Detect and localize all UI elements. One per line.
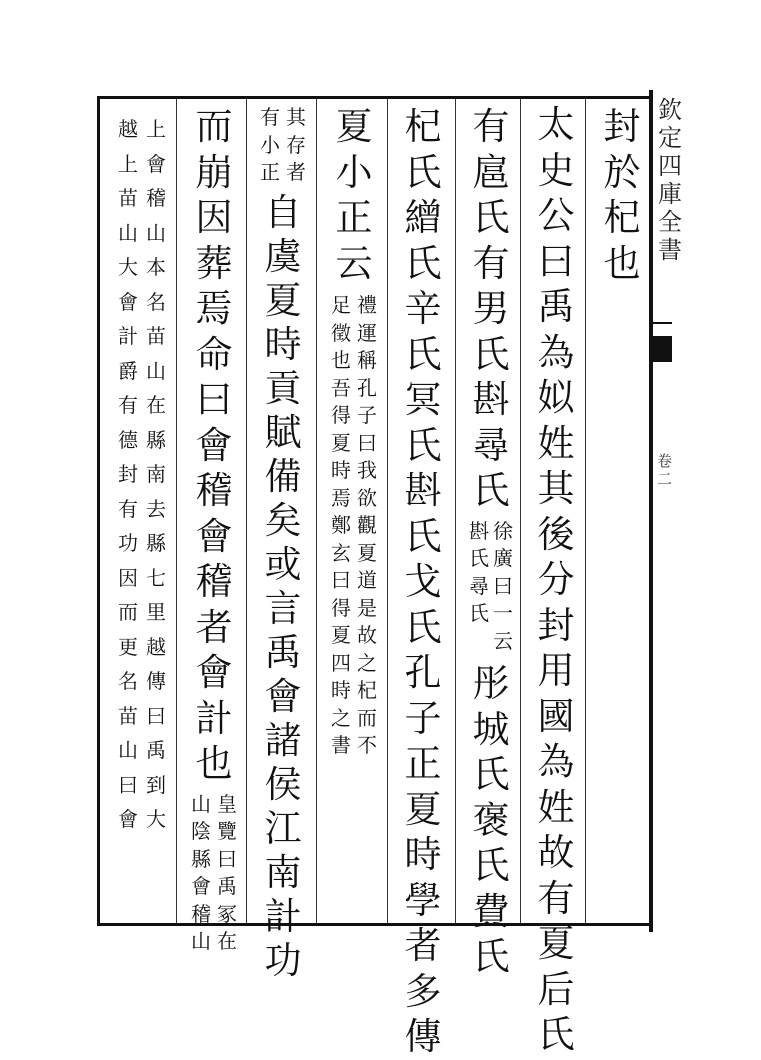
glyph: 氏 [472,332,510,376]
glyph: 會 [195,514,233,558]
glyph: 曰 [357,430,377,455]
glyph: 去 [146,496,166,521]
glyph: 冥 [404,378,442,421]
glyph: 全 [658,208,682,236]
annotation-block [260,104,306,187]
glyph: 曰 [493,573,513,598]
glyph: 縣 [146,531,166,555]
glyph: 禹 [537,285,575,328]
glyph: 時 [264,322,302,366]
glyph: 也 [603,241,641,285]
glyph: 其 [286,105,306,129]
glyph: 有 [537,876,575,920]
glyph: 戈 [404,560,442,603]
glyph: 山 [146,358,166,383]
glyph: 諸 [264,718,302,762]
glyph: 者 [286,160,306,184]
glyph: 后 [537,967,575,1011]
glyph: 在 [146,393,166,417]
glyph: 名 [118,669,138,693]
glyph: 徐 [493,518,513,543]
glyph: 男 [472,287,510,330]
glyph: 褒 [472,798,510,842]
glyph: 爵 [118,358,138,383]
glyph: 有 [260,105,280,129]
glyph: 縣 [191,846,211,871]
glyph: 小 [260,132,280,157]
glyph: 故 [357,623,377,647]
glyph: 斟 [404,469,442,512]
column-rule [387,99,388,923]
glyph: 崩 [195,150,233,194]
glyph: 氏 [404,514,442,558]
glyph: 曰 [118,772,138,797]
glyph: 山 [118,220,138,245]
annotation-block [118,112,166,837]
glyph: 有 [118,393,138,417]
glyph: 曰 [146,703,166,728]
glyph: 而 [357,705,377,730]
glyph: 云 [493,628,513,653]
glyph: 曰 [537,239,575,283]
margin-book-title [655,96,685,264]
glyph: 有 [472,105,510,148]
glyph: 封 [537,603,575,647]
glyph: 言 [264,586,302,630]
main-text [460,104,522,514]
glyph: 足 [331,293,351,317]
glyph: 故 [537,831,575,874]
glyph: 氏 [537,1013,575,1056]
glyph: 夏 [404,787,442,831]
glyph: 有 [472,241,510,285]
glyph: 姓 [537,421,575,465]
main-text [196,104,233,787]
annotation-line [217,791,237,956]
glyph: 禹 [264,630,302,674]
column-rule [455,99,456,923]
fishtail-mark [652,336,672,362]
glyph: 上 [146,117,166,141]
glyph: 子 [404,696,442,740]
glyph: 矣 [264,498,302,542]
glyph: 姓 [537,785,575,829]
glyph: 公 [537,194,575,237]
glyph: 禹 [217,874,237,898]
glyph: 後 [537,512,575,556]
glyph: 曰 [195,378,233,421]
glyph: 在 [217,929,237,953]
glyph: 運 [357,320,377,345]
annotation-line [286,104,306,187]
glyph: 尋 [472,423,510,467]
glyph: 氏 [472,935,510,978]
glyph: 道 [357,568,377,592]
text-column-2 [528,102,584,1058]
annotation-line [191,791,211,956]
glyph: 之 [331,705,351,730]
glyph: 四 [331,650,351,675]
glyph: 功 [264,938,302,982]
glyph: 稽 [195,560,233,603]
glyph: 玄 [331,540,351,565]
glyph: 太 [537,103,575,146]
main-text [460,661,522,980]
glyph: 計 [195,696,233,740]
glyph: 氏 [469,601,489,625]
glyph: 江 [264,806,302,850]
column-rule [176,99,177,923]
glyph: 焉 [331,485,351,510]
glyph: 而 [118,600,138,624]
glyph: 不 [357,733,377,757]
glyph: 苗 [118,186,138,210]
glyph: 姒 [537,376,575,419]
glyph: 傳 [146,669,166,693]
glyph: 夏 [264,278,302,322]
glyph: 氏 [404,423,442,467]
glyph: 一 [493,601,513,625]
glyph: 其 [537,467,575,510]
glyph: 計 [118,324,138,348]
text-column-3 [460,104,522,980]
glyph: 越 [146,634,166,659]
glyph: 氏 [472,196,510,239]
glyph: 命 [195,332,233,376]
glyph: 或 [264,542,302,586]
glyph: 會 [118,807,138,831]
glyph: 扈 [472,150,510,194]
glyph: 因 [195,196,233,239]
glyph: 氏 [404,605,442,649]
glyph: 南 [146,462,166,486]
glyph: 彤 [472,662,510,705]
glyph: 正 [404,742,442,785]
glyph: 里 [146,600,166,624]
glyph: 學 [404,878,442,922]
glyph: 分 [537,558,575,601]
glyph: 夏 [331,430,351,455]
glyph: 孔 [357,375,377,400]
text-column-4 [393,104,453,1060]
glyph: 縣 [146,427,166,452]
glyph: 書 [658,236,682,264]
glyph: 之 [357,650,377,675]
glyph: 夏 [357,540,377,565]
glyph: 氏 [404,241,442,285]
glyph: 苗 [146,324,166,348]
glyph: 因 [118,565,138,590]
glyph: 書 [331,733,351,757]
glyph: 大 [146,807,166,831]
glyph: 而 [195,105,233,148]
glyph: 大 [118,255,138,279]
glyph: 皇 [217,791,237,816]
glyph: 為 [537,330,575,374]
glyph: 夏 [537,922,575,965]
glyph: 得 [331,403,351,427]
glyph: 正 [260,160,280,184]
glyph: 辛 [404,287,442,330]
glyph: 焉 [195,287,233,330]
main-text [265,191,302,983]
annotation-line [357,292,377,760]
glyph: 廣 [493,546,513,570]
glyph: 會 [195,423,233,467]
glyph: 德 [118,427,138,452]
annotation-block [331,292,377,760]
glyph: 七 [146,565,166,590]
glyph: 者 [404,924,442,967]
glyph: 會 [191,874,211,898]
annotation-line [331,292,351,760]
glyph: 杞 [357,678,377,702]
glyph: 斟 [469,518,489,543]
glyph: 苗 [118,703,138,728]
glyph: 於 [603,150,641,194]
margin-volume [657,452,672,488]
glyph: 曰 [331,568,351,592]
glyph: 也 [331,348,351,372]
glyph: 徵 [331,320,351,345]
glyph: 氏 [472,844,510,887]
glyph: 國 [537,694,575,738]
glyph: 是 [357,595,377,620]
glyph: 庫 [658,180,682,208]
glyph: 會 [195,651,233,694]
column-rule [246,99,247,923]
glyph: 稱 [357,348,377,372]
glyph: 功 [118,531,138,555]
glyph: 稽 [191,901,211,926]
glyph: 計 [264,894,302,938]
glyph: 得 [331,595,351,620]
glyph: 會 [118,289,138,314]
glyph: 夏 [335,105,373,148]
annotation-line [260,104,280,187]
glyph: 曰 [217,846,237,871]
glyph: 稽 [195,469,233,512]
glyph: 時 [331,678,351,702]
glyph: 欽 [658,96,682,124]
glyph: 小 [335,150,373,194]
glyph: 有 [118,496,138,521]
glyph: 上 [118,151,138,176]
text-column-5 [322,104,386,760]
glyph: 山 [118,738,138,762]
glyph: 山 [191,791,211,816]
glyph: 氏 [404,150,442,194]
glyph: 覽 [217,819,237,843]
glyph: 氏 [404,332,442,376]
annotation-line [118,112,138,837]
glyph: 尋 [469,573,489,598]
glyph: 為 [537,740,575,783]
glyph: 貢 [264,366,302,410]
glyph: 定 [658,124,682,152]
glyph: 欲 [357,485,377,510]
glyph: 四 [658,152,682,180]
annotation-line [469,518,489,656]
glyph: 冢 [217,901,237,926]
text-column-1 [594,104,650,286]
glyph: 我 [357,458,377,482]
text-column-8 [108,112,176,837]
glyph: 費 [472,889,510,933]
glyph: 也 [195,742,233,785]
glyph: 杞 [404,105,442,148]
glyph: 繒 [404,196,442,239]
glyph: 陰 [191,819,211,843]
glyph: 禮 [357,293,377,317]
glyph: 二 [657,470,673,488]
glyph: 會 [146,151,166,176]
glyph: 時 [404,833,442,876]
glyph: 子 [357,403,377,427]
glyph: 禹 [146,738,166,762]
glyph: 杞 [603,196,641,239]
glyph: 越 [118,117,138,141]
glyph: 存 [286,132,306,157]
glyph: 吾 [331,375,351,400]
glyph: 山 [191,929,211,953]
main-text [336,104,373,286]
glyph: 會 [264,674,302,718]
margin-rule [652,322,672,324]
glyph: 傳 [404,1015,442,1058]
glyph: 本 [146,255,166,279]
glyph: 多 [404,969,442,1013]
glyph: 史 [537,148,575,192]
glyph: 者 [195,605,233,649]
glyph: 更 [118,634,138,659]
glyph: 名 [146,289,166,314]
glyph: 封 [603,105,641,148]
glyph: 封 [118,462,138,486]
glyph: 時 [331,458,351,482]
glyph: 城 [472,707,510,751]
glyph: 孔 [404,651,442,694]
glyph: 侯 [264,762,302,806]
glyph: 稽 [146,186,166,210]
annotation-block [460,518,522,656]
glyph: 用 [537,649,575,692]
glyph: 卷 [657,452,673,470]
glyph: 備 [264,454,302,498]
glyph: 氏 [472,469,510,512]
glyph: 自 [264,190,302,234]
text-column-6 [250,104,316,983]
glyph: 云 [335,241,373,285]
glyph: 到 [146,772,166,797]
glyph: 正 [335,196,373,239]
glyph: 南 [264,850,302,894]
column-rule [316,99,317,923]
glyph: 鄭 [331,513,351,537]
glyph: 虞 [264,234,302,278]
glyph: 斟 [472,378,510,421]
glyph: 葬 [195,241,233,285]
column-rule [585,99,586,923]
glyph: 賦 [264,410,302,454]
text-column-7 [182,104,246,956]
glyph: 觀 [357,513,377,537]
annotation-line [493,518,513,656]
glyph: 氏 [472,753,510,796]
glyph: 氏 [469,546,489,570]
annotation-line [146,112,166,837]
glyph: 山 [146,220,166,245]
annotation-block [191,791,237,956]
glyph: 夏 [331,623,351,647]
